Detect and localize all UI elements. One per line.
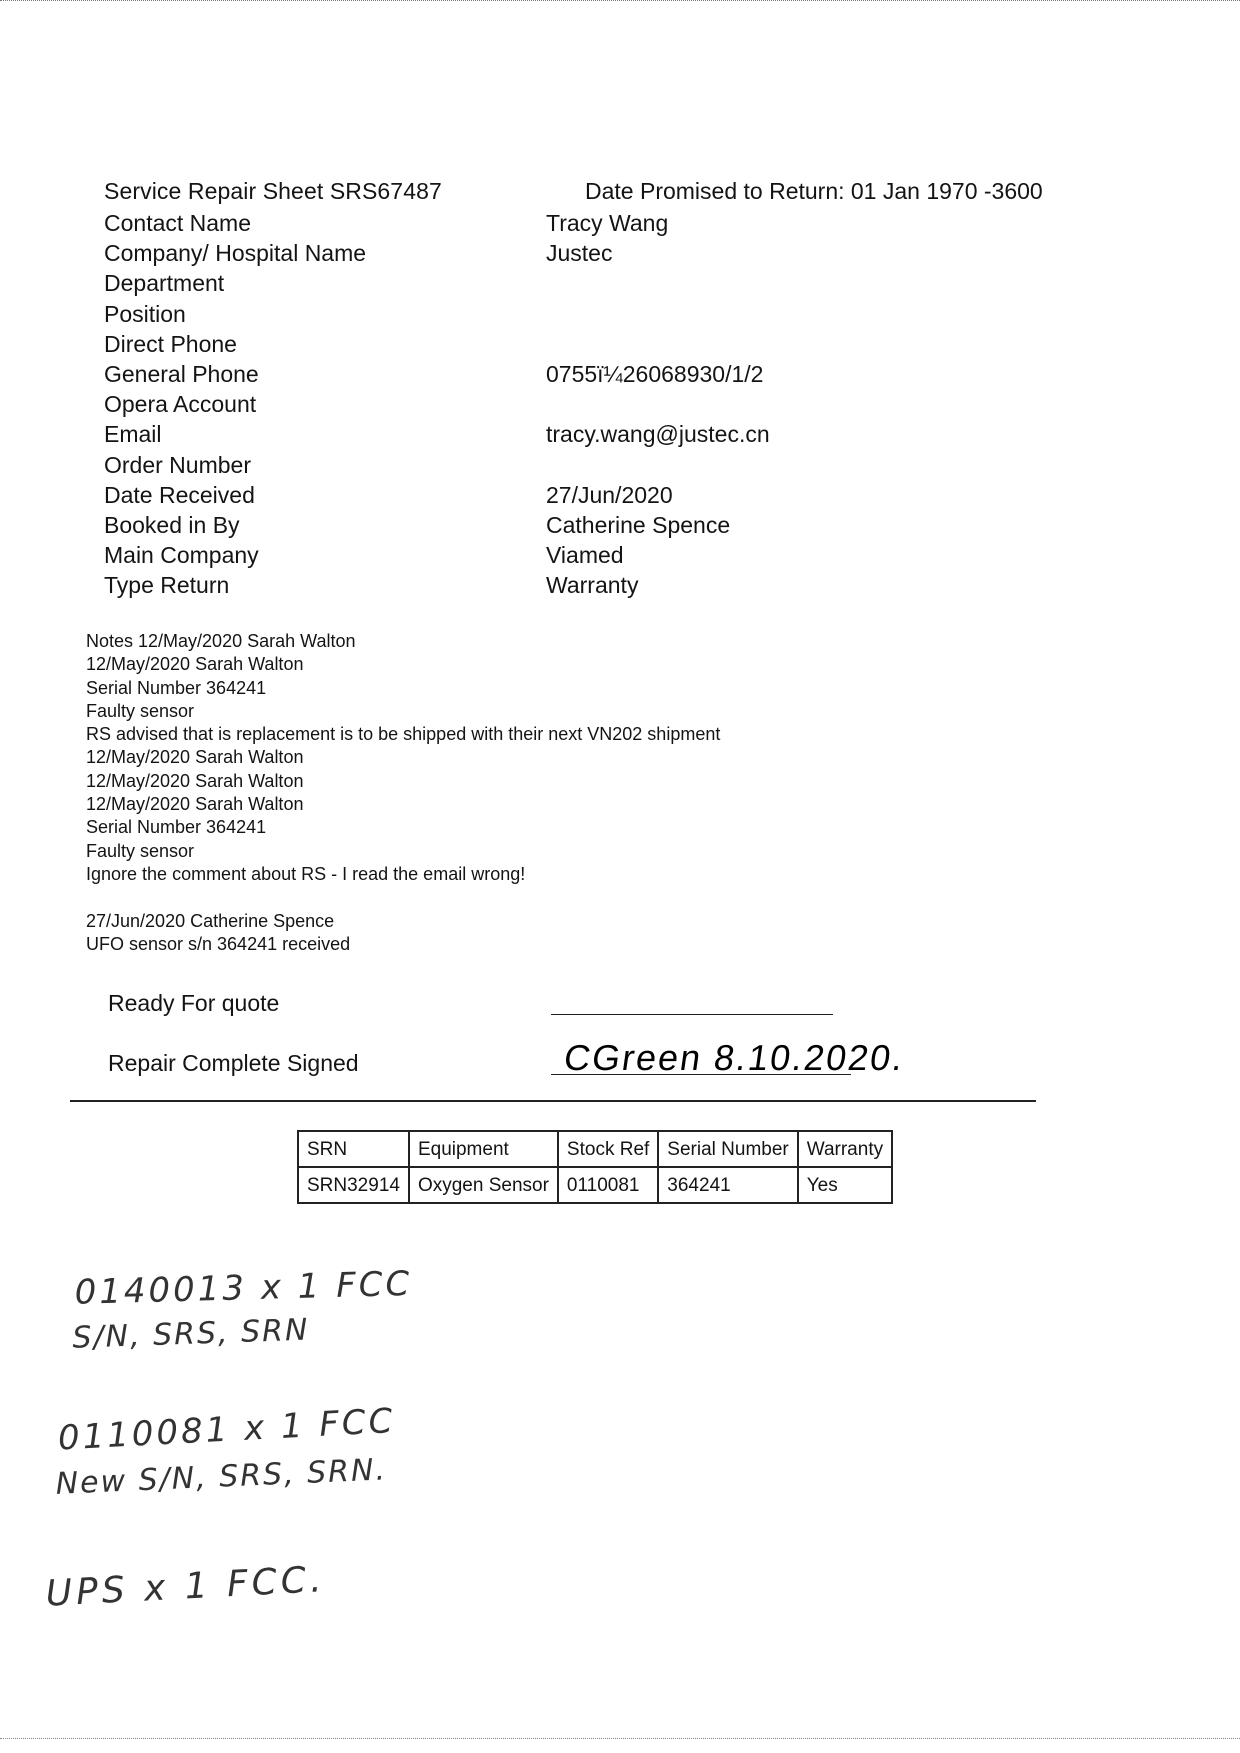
info-label: Contact Name [104, 210, 252, 236]
table-cell-srn: SRN32914 [298, 1167, 409, 1203]
table-cell-equipment: Oxygen Sensor [409, 1167, 558, 1203]
handwritten-line: 0140013 x 1 FCC [74, 1263, 413, 1313]
info-row-general-phone [104, 361, 864, 391]
note-line: 12/May/2020 Sarah Walton [86, 747, 304, 768]
info-row-type-return [104, 572, 864, 602]
note-line: Faulty sensor [86, 840, 195, 861]
handwritten-signature [560, 1032, 1000, 1092]
info-row-position [104, 301, 864, 331]
note-line: Serial Number 364241 [86, 817, 267, 838]
info-label: Main Company [104, 542, 259, 569]
info-value: Warranty [546, 572, 639, 599]
info-value: Catherine Spence [546, 511, 731, 538]
ready-for-quote-label: Ready For quote [108, 990, 280, 1016]
contact-info-grid [104, 210, 864, 602]
info-row-opera-account [104, 391, 864, 421]
table-header-row [298, 1131, 892, 1167]
date-promised: Date Promised to Return: 01 Jan 1970 -3600 [585, 178, 1043, 204]
table-row [298, 1167, 892, 1203]
handwritten-line: UPS x 1 FCC. [44, 1559, 327, 1615]
info-label: Company/ Hospital Name [104, 240, 367, 267]
handwritten-note [40, 1560, 400, 1635]
note-line: UFO sensor s/n 364241 received [86, 933, 351, 954]
info-value: Tracy Wang [546, 210, 669, 236]
info-label: Type Return [104, 572, 230, 599]
note-line: 12/May/2020 Sarah Walton [86, 794, 304, 815]
info-value: Justec [546, 240, 613, 267]
info-label: Position [104, 300, 186, 327]
info-label: Email [104, 421, 162, 448]
column-header-stock-ref: Stock Ref [558, 1131, 658, 1167]
note-line: Serial Number 364241 [86, 677, 267, 698]
signature-text: CGreen 8.10.2020. [561, 1037, 908, 1078]
info-row-direct-phone [104, 331, 864, 361]
equipment-table [297, 1130, 893, 1204]
info-row-email [104, 421, 864, 451]
column-header-srn: SRN [298, 1131, 409, 1167]
info-row-department [104, 270, 864, 300]
sheet-title: Service Repair Sheet SRS67487 [104, 178, 442, 204]
column-header-equipment: Equipment [409, 1131, 558, 1167]
note-line: Notes 12/May/2020 Sarah Walton [86, 631, 356, 651]
note-line: 27/Jun/2020 Catherine Spence [86, 910, 335, 931]
info-row-date-received [104, 482, 864, 512]
info-row-main-company [104, 542, 864, 572]
info-label: General Phone [104, 360, 259, 387]
handwritten-line: 0110081 x 1 FCC [56, 1400, 397, 1459]
info-value: 27/Jun/2020 [546, 481, 673, 508]
table-cell-serial-number: 364241 [658, 1167, 797, 1203]
info-label: Direct Phone [104, 330, 237, 357]
handwritten-note [50, 1400, 530, 1505]
column-header-warranty: Warranty [798, 1131, 892, 1167]
handwritten-line: New S/N, SRS, SRN. [54, 1452, 388, 1502]
info-value: 0755ï¼26068930/1/2 [546, 360, 764, 387]
info-row-company [104, 240, 864, 270]
info-row-contact-name [104, 210, 864, 240]
info-row-booked-in-by [104, 512, 864, 542]
note-line: RS advised that is replacement is to be shipped with their next VN202 shipment [86, 724, 721, 745]
note-line: Faulty sensor [86, 700, 195, 721]
table-cell-warranty: Yes [798, 1167, 892, 1203]
table-cell-stock-ref: 0110081 [558, 1167, 658, 1203]
note-line [86, 886, 846, 909]
info-label: Booked in By [104, 511, 240, 538]
info-value: tracy.wang@justec.cn [546, 421, 770, 448]
scan-edge-top [0, 0, 1240, 5]
column-header-serial-number: Serial Number [658, 1131, 797, 1167]
ready-for-quote-signature-line [551, 1014, 833, 1015]
scan-edge-bottom [0, 1738, 1240, 1741]
handwritten-note [66, 1263, 526, 1363]
note-line: Ignore the comment about RS - I read the email wrong! [86, 863, 526, 884]
info-label: Order Number [104, 451, 251, 478]
info-row-order-number [104, 452, 864, 482]
notes-block [86, 630, 846, 956]
info-value: Viamed [546, 542, 624, 569]
handwritten-line: S/N, SRS, SRN [71, 1312, 310, 1356]
repair-complete-label: Repair Complete Signed [108, 1050, 359, 1076]
info-label: Date Received [104, 481, 255, 508]
section-divider [70, 1100, 1036, 1102]
info-label: Opera Account [104, 391, 257, 418]
info-label: Department [104, 270, 225, 297]
note-line: 12/May/2020 Sarah Walton [86, 770, 304, 791]
note-line: 12/May/2020 Sarah Walton [86, 654, 304, 675]
